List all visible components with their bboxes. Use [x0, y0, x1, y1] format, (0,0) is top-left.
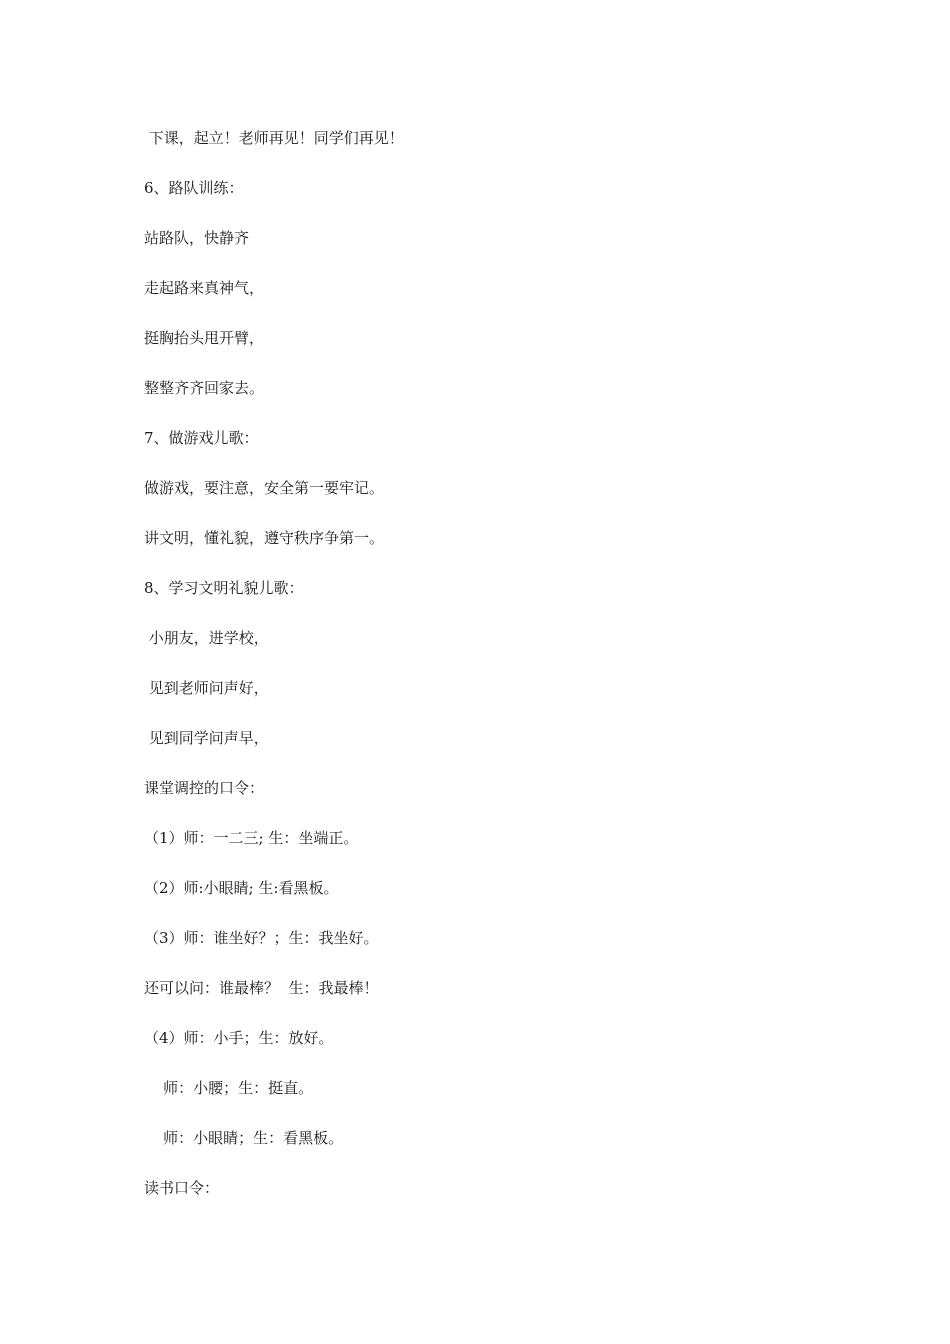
- text-line: 见到同学问声早，: [144, 729, 269, 747]
- section-heading: 课堂调控的口令：: [144, 779, 265, 797]
- section-heading: 6、路队训练：: [144, 179, 244, 197]
- text-line: 挺胸抬头甩开臂，: [144, 329, 265, 347]
- text-line: （1）师：一二三; 生：坐端正。: [144, 829, 359, 847]
- text-line: 站路队，快静齐: [144, 229, 250, 247]
- text-line: （3）师：谁坐好？；生：我坐好。: [144, 929, 379, 947]
- text-line: 见到老师问声好，: [144, 679, 269, 697]
- text-line: 下课，起立！老师再见！同学们再见！: [144, 129, 404, 147]
- text-line: 讲文明，懂礼貌，遵守秩序争第一。: [144, 529, 385, 547]
- section-heading: 7、做游戏儿歌：: [144, 429, 259, 447]
- text-line: 还可以问：谁最棒？ 生：我最棒！: [144, 979, 379, 997]
- text-line: 做游戏，要注意，安全第一要牢记。: [144, 479, 385, 497]
- text-line: 师：小眼睛；生：看黑板。: [144, 1129, 344, 1147]
- text-line: 师：小腰；生：挺直。: [144, 1079, 314, 1097]
- text-line: （4）师：小手；生：放好。: [144, 1029, 334, 1047]
- text-line: （2）师:小眼睛; 生:看黑板。: [144, 879, 339, 897]
- section-heading: 读书口令：: [144, 1179, 220, 1197]
- text-line: 整整齐齐回家去。: [144, 379, 265, 397]
- section-heading: 8、学习文明礼貌儿歌：: [144, 579, 304, 597]
- text-line: 走起路来真神气，: [144, 279, 265, 297]
- text-line: 小朋友，进学校，: [144, 629, 269, 647]
